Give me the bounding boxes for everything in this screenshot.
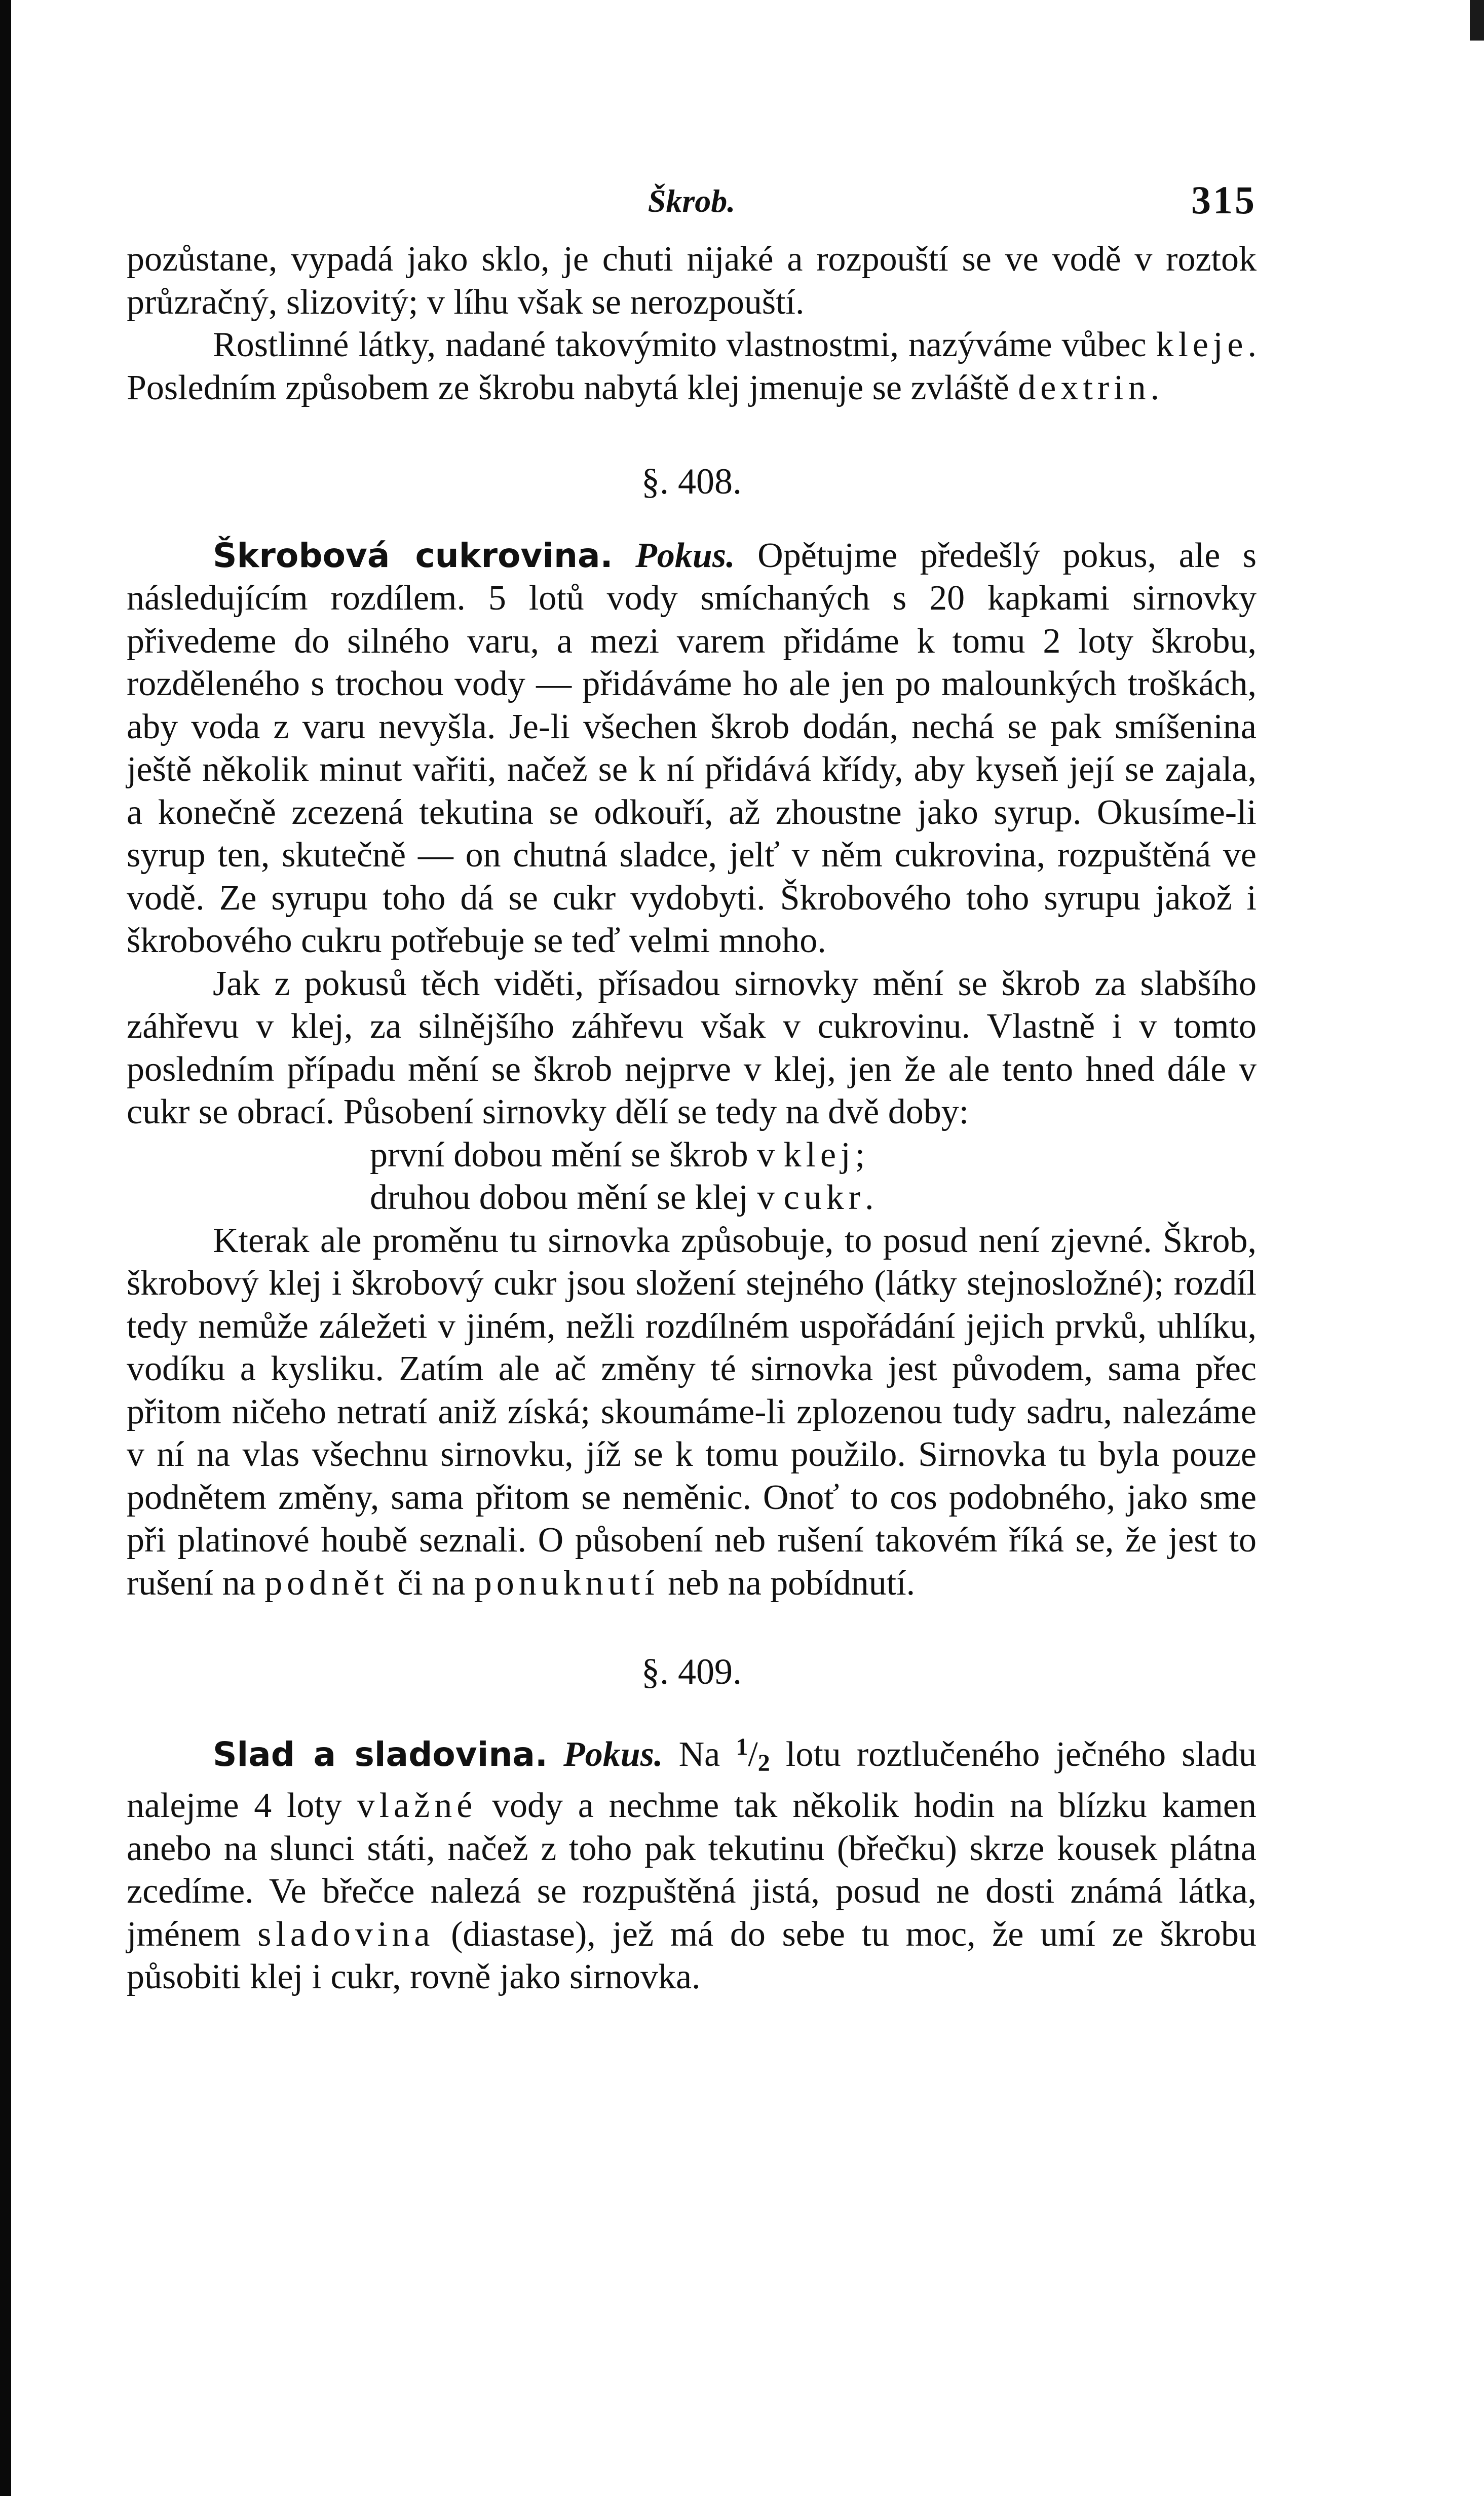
section-409-text-a: Na <box>678 1734 736 1774</box>
section-408-text-3c: neb na pobídnutí. <box>659 1563 916 1603</box>
term-cukr: cukr <box>783 1178 865 1217</box>
section-409-title: Slad a sladovina. <box>213 1734 548 1774</box>
section-409-text-c: vody a nechme tak několik hodin na blízku kamen anebo na slunci státi, načež z toho pak tekutinu (břečku) skrze kousek plátna zcedíme. Ve břečce nalezá se rozpuštěná jistá, posud ne dosti známá látka, jménem <box>127 1786 1257 1954</box>
spacer <box>127 1693 1257 1726</box>
page-number: 315 <box>1191 178 1257 222</box>
term-sladovina: sladovina <box>257 1914 435 1954</box>
running-header <box>127 178 1257 238</box>
fraction-slash: / <box>748 1734 758 1774</box>
running-title: Škrob. <box>648 183 736 219</box>
formula-second-end: . <box>864 1178 874 1217</box>
term-dextrin: dextrin <box>1018 368 1151 407</box>
section-408-body <box>127 535 1257 1605</box>
spacer <box>127 1605 1257 1650</box>
term-klej-2: klej <box>783 1135 855 1175</box>
fraction-numerator: 1 <box>736 1733 748 1760</box>
page-corner-shadow <box>1470 0 1484 41</box>
intro-block <box>127 238 1257 409</box>
section-409-text-b: lotu roztlučeného ječného sladu nalejme 4 loty <box>127 1734 1257 1825</box>
section-408-paragraph-2: Jak z pokusů těch viděti, přísadou sirnovky mění se škrob za slabšího záhřevu v klej, za silnějšího záhřevu však v cukrovinu. Vlastně i v tomto posledním případu mění se škrob nejprve v klej, jen že ale tento hned dále v cukr se obrací. Působení sirnovky dělí se tedy na dvě doby: <box>127 964 1257 1131</box>
intro-text-b: . Posledním způsobem ze škrobu nabytá klej jmenuje se zvláště <box>127 325 1257 407</box>
term-klej: kleje <box>1156 325 1248 364</box>
spacer <box>127 503 1257 535</box>
section-408-text-3a: Kterak ale proměnu tu sirnovka způsobuje, to posud není zjevné. Škrob, škrobový klej i škrobový cukr jsou složení stejného (látky stejnosložné); rozdíl tedy nemůže záležeti v jiném, nežli rozdílném uspořádání jejich prvků, uhlíku, vodíku a kysliku. Zatím ale ač změny té sirnovka jest původem, sama přec přitom ničeho netratí aniž získá; skoumáme-li zplozenou tudy sadru, nalezáme v ní na vlas všechnu sirnovku, jíž se k tomu použilo. Sirnovka tu byla pouze podnětem změny, sama přitom se neměnic. Onoť to cos podobného, jako sme při platinové houbě seznali. O působení neb rušení takovém říká se, že jest to rušení na <box>127 1221 1257 1603</box>
spacer <box>127 409 1257 460</box>
page-edge-shadow <box>0 0 11 2496</box>
formula-second-text: druhou dobou mění se klej v <box>370 1178 784 1217</box>
intro-text-a: Rostlinné látky, nadané takovýmito vlastnostmi, nazýváme vůbec <box>213 325 1156 364</box>
section-408-paragraph-1 <box>127 535 1257 963</box>
section-408-text-3b: či na <box>388 1563 474 1603</box>
formula-first-end: ; <box>855 1135 865 1175</box>
term-podnet: podnět <box>264 1563 389 1603</box>
term-vlazne: vlažné <box>357 1786 477 1825</box>
formula-first-stage <box>127 1134 1257 1177</box>
section-408-paragraph-3 <box>127 1220 1257 1605</box>
fraction-denominator: 2 <box>757 1749 770 1776</box>
section-409-paragraph-1 <box>127 1726 1257 1999</box>
formula-second-stage <box>127 1177 1257 1220</box>
section-409-body <box>127 1726 1257 1999</box>
book-page <box>127 178 1257 1999</box>
section-409-text-d: (diastase), jež má do sebe tu moc, že umí ze škrobu působiti klej i cukr, rovně jako sirnovka. <box>127 1914 1257 1996</box>
term-ponuknuti: ponuknutí <box>474 1563 659 1603</box>
section-409-number: §. 409. <box>641 1651 742 1692</box>
section-408-title: Škrobová cukrovina. <box>213 536 613 575</box>
formula-first-text: první dobou mění se škrob v <box>370 1135 784 1175</box>
section-408-number: §. 408. <box>641 461 742 502</box>
intro-paragraph-2 <box>127 324 1257 409</box>
intro-text-c: . <box>1150 368 1160 407</box>
section-408-pokus: Pokus. <box>635 536 735 575</box>
section-409-pokus: Pokus. <box>563 1734 663 1774</box>
intro-paragraph-1: pozůstane, vypadá jako sklo, je chuti nijaké a rozpouští se ve vodě v roztok průzračný, slizovitý; v líhu však se nerozpouští. <box>127 240 1257 322</box>
section-408-text-1: Opětujme předešlý pokus, ale s následujícím rozdílem. 5 lotů vody smíchaných s 20 kapkami sirnovky přivedeme do silného varu, a mezi varem přidáme k tomu 2 loty škrobu, rozděleného s trochou vody — přidáváme ho ale jen po malounkých troškách, aby voda z varu nevyšla. Je-li všechen škrob dodán, nechá se pak smíšenina ještě několik minut vařiti, načež se k ní přidává křídy, aby kyseň její se zajala, a konečně zcezená tekutina se odkouří, až zhoustne jako syrup. Okusíme-li syrup ten, skutečně — on chutná sladce, jelť v něm cukrovina, rozpuštěná ve vodě. Ze syrupu toho dá se cukr vydobyti. Škrobového toho syrupu jakož i škrobového cukru potřebuje se teď velmi mnoho. <box>127 536 1257 960</box>
